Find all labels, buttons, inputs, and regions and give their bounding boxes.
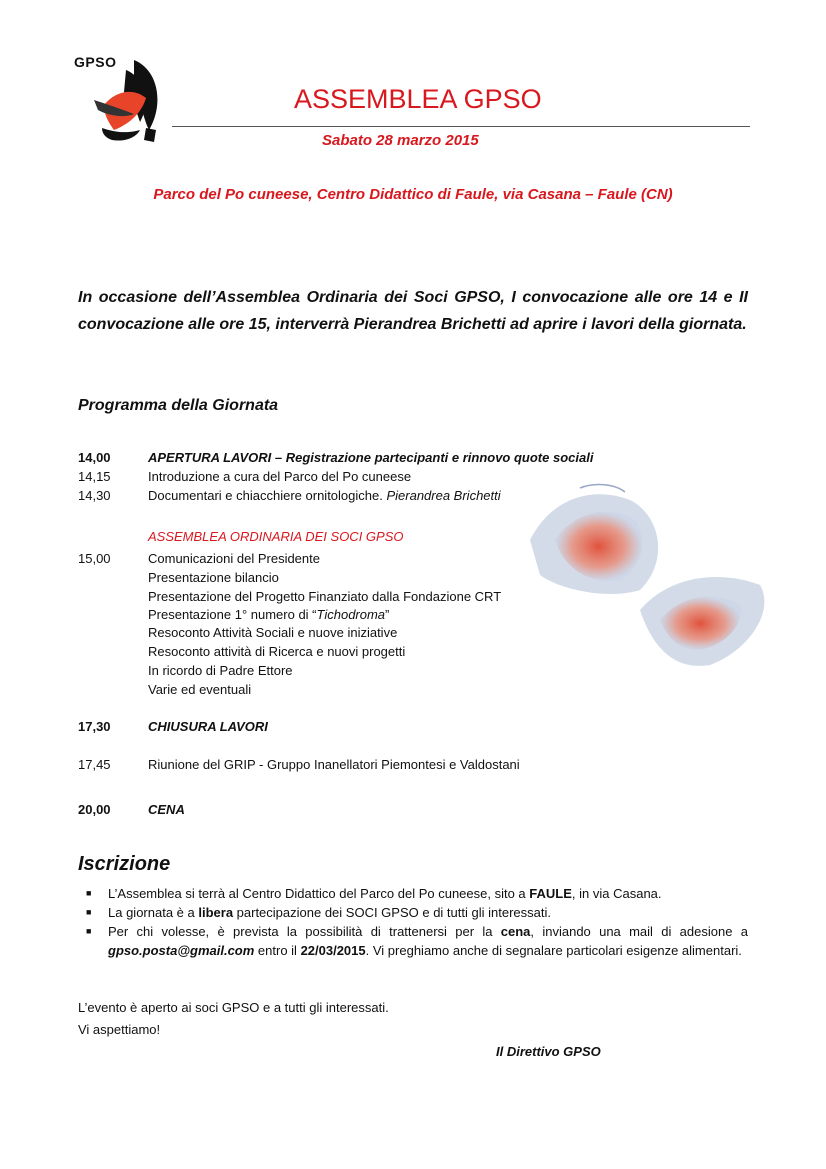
schedule-desc xyxy=(148,486,501,505)
assembly-item: Resoconto Attività Sociali e nuove iniziative xyxy=(148,625,398,640)
schedule-desc: Introduzione a cura del Parco del Po cuneese xyxy=(148,469,412,484)
schedule-row xyxy=(78,755,638,774)
deadline-date: 22/03/2015 xyxy=(300,943,366,958)
registration-list xyxy=(86,884,748,960)
list-item-text: L’Assemblea si terrà al Centro Didattico del Parco del Po cuneese, sito a xyxy=(108,886,530,901)
list-item-text: Per chi volesse, è prevista la possibilità di trattenersi per la xyxy=(108,924,501,939)
schedule-row xyxy=(78,568,638,587)
schedule-desc: Riunione del GRIP - Gruppo Inanellatori Piemontesi e Valdostani xyxy=(148,757,520,772)
intro-paragraph: In occasione dell’Assemblea Ordinaria dei Soci GPSO, I convocazione alle ore 14 e II convocazione alle ore 15, interverrà Pierandrea Brichetti ad aprire i lavori della giornata. xyxy=(78,289,748,333)
schedule-time: 20,00 xyxy=(78,802,111,817)
quote-close: ” xyxy=(385,607,390,622)
schedule-desc: CHIUSURA LAVORI xyxy=(148,719,268,734)
schedule-time: 17,45 xyxy=(78,757,111,772)
schedule-time: 14,30 xyxy=(78,488,111,503)
assembly-item: Resoconto attività di Ricerca e nuovi progetti xyxy=(148,644,406,659)
assembly-heading-row xyxy=(78,527,638,546)
schedule-row xyxy=(78,800,638,819)
assembly-item: Varie ed eventuali xyxy=(148,682,252,697)
schedule-row xyxy=(78,549,638,568)
title-divider xyxy=(172,126,750,127)
assembly-item xyxy=(148,605,389,624)
schedule-row xyxy=(78,587,638,606)
schedule-row xyxy=(78,642,638,661)
schedule-time: 14,00 xyxy=(78,450,111,465)
event-location: Parco del Po cuneese, Centro Didattico di Faule, via Casana – Faule (CN) xyxy=(153,186,673,203)
assembly-item: Comunicazioni del Presidente xyxy=(148,551,320,566)
page-title: ASSEMBLEA GPSO xyxy=(294,84,542,114)
schedule-time: 17,30 xyxy=(78,719,111,734)
assembly-item: Presentazione bilancio xyxy=(148,570,279,585)
list-item-text: entro il xyxy=(254,943,301,958)
schedule-time: 14,15 xyxy=(78,469,111,484)
schedule-time: 15,00 xyxy=(78,551,111,566)
list-item-text: , inviando una mail di adesione a xyxy=(530,924,748,939)
list-item xyxy=(86,922,748,960)
closing-text: L’evento è aperto ai soci GPSO e a tutti gli interessati. xyxy=(78,1000,389,1015)
schedule-row xyxy=(78,605,638,624)
schedule-row xyxy=(78,661,638,680)
list-item xyxy=(86,884,748,903)
schedule-row xyxy=(78,717,638,736)
email-link[interactable]: gpso.posta@gmail.com xyxy=(108,943,255,958)
logo-text: GPSO xyxy=(74,54,117,70)
list-item-text: . Vi preghiamo anche di segnalare particolari esigenze alimentari. xyxy=(365,943,742,958)
list-item xyxy=(86,903,748,922)
schedule-row xyxy=(78,680,638,699)
list-item-text: La giornata è a xyxy=(108,905,199,920)
bullet-square-icon: ■ xyxy=(86,888,92,898)
emphasis-text: cena xyxy=(500,924,531,939)
schedule-desc: APERTURA LAVORI – Registrazione partecipanti e rinnovo quote sociali xyxy=(148,450,594,465)
emphasis-text: libera xyxy=(198,905,234,920)
schedule-desc-text: Documentari e chiacchiere ornitologiche. xyxy=(148,488,387,503)
bullet-square-icon: ■ xyxy=(86,907,92,917)
event-date: Sabato 28 marzo 2015 xyxy=(322,132,479,149)
assembly-item: In ricordo di Padre Ettore xyxy=(148,663,293,678)
list-item-text: , in via Casana. xyxy=(571,886,662,901)
speaker-name: Pierandrea Brichetti xyxy=(386,488,501,503)
list-item-text: partecipazione dei SOCI GPSO e di tutti gli interessati. xyxy=(233,905,551,920)
schedule-row xyxy=(78,623,638,642)
program-heading: Programma della Giornata xyxy=(78,397,279,414)
signature: Il Direttivo GPSO xyxy=(496,1044,601,1059)
registration-heading: Iscrizione xyxy=(78,853,171,875)
closing-text: Vi aspettiamo! xyxy=(78,1022,161,1037)
journal-name: Tichodroma xyxy=(316,607,386,622)
schedule-desc: CENA xyxy=(148,802,185,817)
bullet-square-icon: ■ xyxy=(86,926,92,936)
assembly-item-text: Presentazione 1° numero di “ xyxy=(148,607,317,622)
assembly-heading: ASSEMBLEA ORDINARIA DEI SOCI GPSO xyxy=(148,529,404,544)
schedule-row xyxy=(78,448,638,467)
location-name: FAULE xyxy=(529,886,572,901)
assembly-item: Presentazione del Progetto Finanziato dalla Fondazione CRT xyxy=(148,589,502,604)
